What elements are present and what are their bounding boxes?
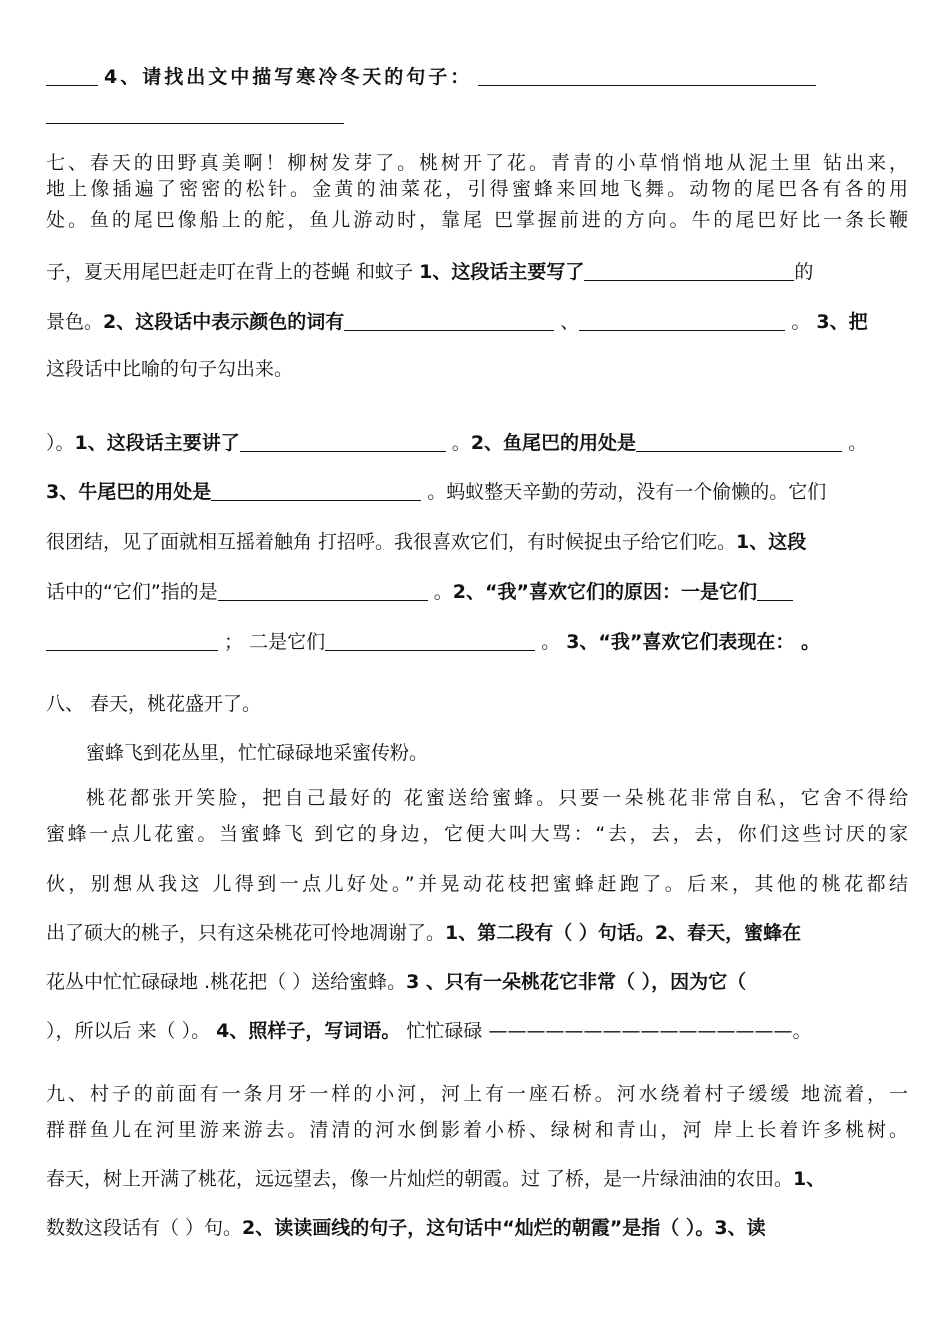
question-text: 1、第二段有（ ）句话。 bbox=[445, 922, 655, 944]
sec9-line: 数数这段话有（ ）句。2、读读画线的句子，这句话中“灿烂的朝霞”是指（ ）。3、读 bbox=[46, 1217, 766, 1239]
question-text: 1、这段话主要写了 bbox=[419, 261, 585, 283]
sec8-line: 蜜蜂一点儿花蜜。当蜜蜂飞 到它的身边，它便大叫大骂：“去，去，去，你们这些讨厌的家 bbox=[46, 823, 908, 845]
sec7-line: 这段话中比喻的句子勾出来。 bbox=[46, 358, 294, 380]
sec8-line: 出了硕大的桃子，只有这朵桃花可怜地凋谢了。1、第二段有（ ）句话。2、春天，蜜蜂在 bbox=[46, 922, 802, 944]
answer-blank[interactable] bbox=[636, 431, 842, 452]
sec7-line: 子，夏天用尾巴赶走叮在背上的苍蝇 和蚊子 1、这段话主要写了 的 bbox=[46, 261, 814, 283]
sec6-q4-line bbox=[46, 62, 908, 92]
answer-blank[interactable] bbox=[584, 260, 794, 281]
sec7-line: ； 二是它们 。 3、“我”喜欢它们表现在： 。 bbox=[46, 627, 908, 657]
sec8-line: ），所以后 来（ ）。 4、照样子，写词语。 忙忙碌碌 ————————————————。 bbox=[46, 1020, 812, 1042]
sec7-line: 处。鱼的尾巴像船上的舵，鱼儿游动时，靠尾 巴掌握前进的方向。牛的尾巴好比一条长鞭 bbox=[46, 209, 908, 231]
sec7-line: 地上像插遍了密密的松针。金黄的油菜花，引得蜜蜂来回地飞舞。动物的尾巴各有各的用 bbox=[46, 178, 908, 200]
question-text: 、请找出文中描写寒冷冬天的句子： bbox=[120, 66, 473, 88]
answer-blank[interactable] bbox=[478, 65, 816, 86]
question-number: 4 bbox=[104, 66, 121, 88]
question-text: 1、这段话主要讲了 bbox=[74, 432, 240, 454]
sec6-answer-line bbox=[46, 100, 908, 130]
sec9-line: 春天，树上开满了桃花，远远望去，像一片灿烂的朝霞。过 了桥，是一片绿油油的农田。1、 bbox=[46, 1168, 826, 1190]
answer-blank[interactable] bbox=[218, 580, 428, 601]
question-text: 4、照样子，写词语。 bbox=[216, 1020, 401, 1042]
answer-blank[interactable] bbox=[211, 480, 421, 501]
sec8-line: 伙，别想从我这 儿得到一点儿好处。”并晃动花枝把蜜蜂赶跑了。后来，其他的桃花都结 bbox=[46, 873, 908, 895]
question-text: 3、“我”喜欢它们表现在： 。 bbox=[566, 631, 821, 653]
question-text: 2、这段话中表示颜色的词有 bbox=[103, 311, 345, 333]
sec8-line: 蜜蜂飞到花丛里，忙忙碌碌地采蜜传粉。 bbox=[86, 742, 429, 764]
question-text: 1、 bbox=[793, 1168, 826, 1190]
answer-blank[interactable] bbox=[325, 630, 535, 651]
sec7-line: ）。1、这段话主要讲了 。2、鱼尾巴的用处是 。 bbox=[46, 432, 868, 454]
sec7-line: 景色。2、这段话中表示颜色的词有 、 。 3、把 bbox=[46, 311, 868, 333]
sec8-line: 花丛中忙忙碌碌地 .桃花把（ ）送给蜜蜂。3 、只有一朵桃花它非常（ ），因为它（ bbox=[46, 971, 747, 993]
question-text: 2、“我”喜欢它们的原因：一是它们 bbox=[452, 581, 757, 603]
question-text: 3 、只有一朵桃花它非常（ ），因为它（ bbox=[406, 971, 747, 993]
question-text: 2、读读画线的句子，这句话中“灿烂的朝霞”是指（ ）。 bbox=[242, 1217, 715, 1239]
sec9-line: 九、村子的前面有一条月牙一样的小河，河上有一座石桥。河水绕着村子缓缓 地流着，一 bbox=[46, 1083, 908, 1105]
answer-blank[interactable] bbox=[344, 310, 554, 331]
question-text: 2、鱼尾巴的用处是 bbox=[470, 432, 637, 454]
sec8-line: 八、 春天，桃花盛开了。 bbox=[46, 693, 262, 715]
answer-blank[interactable] bbox=[46, 65, 98, 86]
sec8-line: 桃花都张开笑脸，把自己最好的 花蜜送给蜜蜂。只要一朵桃花非常自私，它舍不得给 bbox=[86, 787, 908, 809]
question-text: 2、春天，蜜蜂在 bbox=[654, 922, 802, 944]
answer-blank[interactable] bbox=[757, 580, 793, 601]
question-text: 3、读 bbox=[714, 1217, 766, 1239]
sec7-line: 话中的“它们”指的是 。2、“我”喜欢它们的原因：一是它们 bbox=[46, 577, 908, 607]
answer-blank[interactable] bbox=[579, 310, 785, 331]
sec9-line: 群群鱼儿在河里游来游去。清清的河水倒影着小桥、绿树和青山，河 岸上长着许多桃树。 bbox=[46, 1119, 908, 1141]
answer-blank[interactable] bbox=[240, 431, 446, 452]
answer-blank[interactable] bbox=[46, 103, 344, 124]
sec7-line: 很团结，见了面就相互摇着触角 打招呼。我很喜欢它们，有时候捉虫子给它们吃。1、这段 bbox=[46, 531, 807, 553]
sec7-line: 七、春天的田野真美啊！柳树发芽了。桃树开了花。青青的小草悄悄地从泥土里 钻出来， bbox=[46, 152, 908, 174]
question-text: 3、牛尾巴的用处是 bbox=[46, 481, 212, 503]
answer-blank[interactable] bbox=[46, 630, 218, 651]
question-text: 3、把 bbox=[816, 311, 868, 333]
sec7-line: 3、牛尾巴的用处是 。蚂蚁整天辛勤的劳动，没有一个偷懒的。它们 bbox=[46, 481, 827, 503]
question-text: 1、这段 bbox=[736, 531, 807, 553]
